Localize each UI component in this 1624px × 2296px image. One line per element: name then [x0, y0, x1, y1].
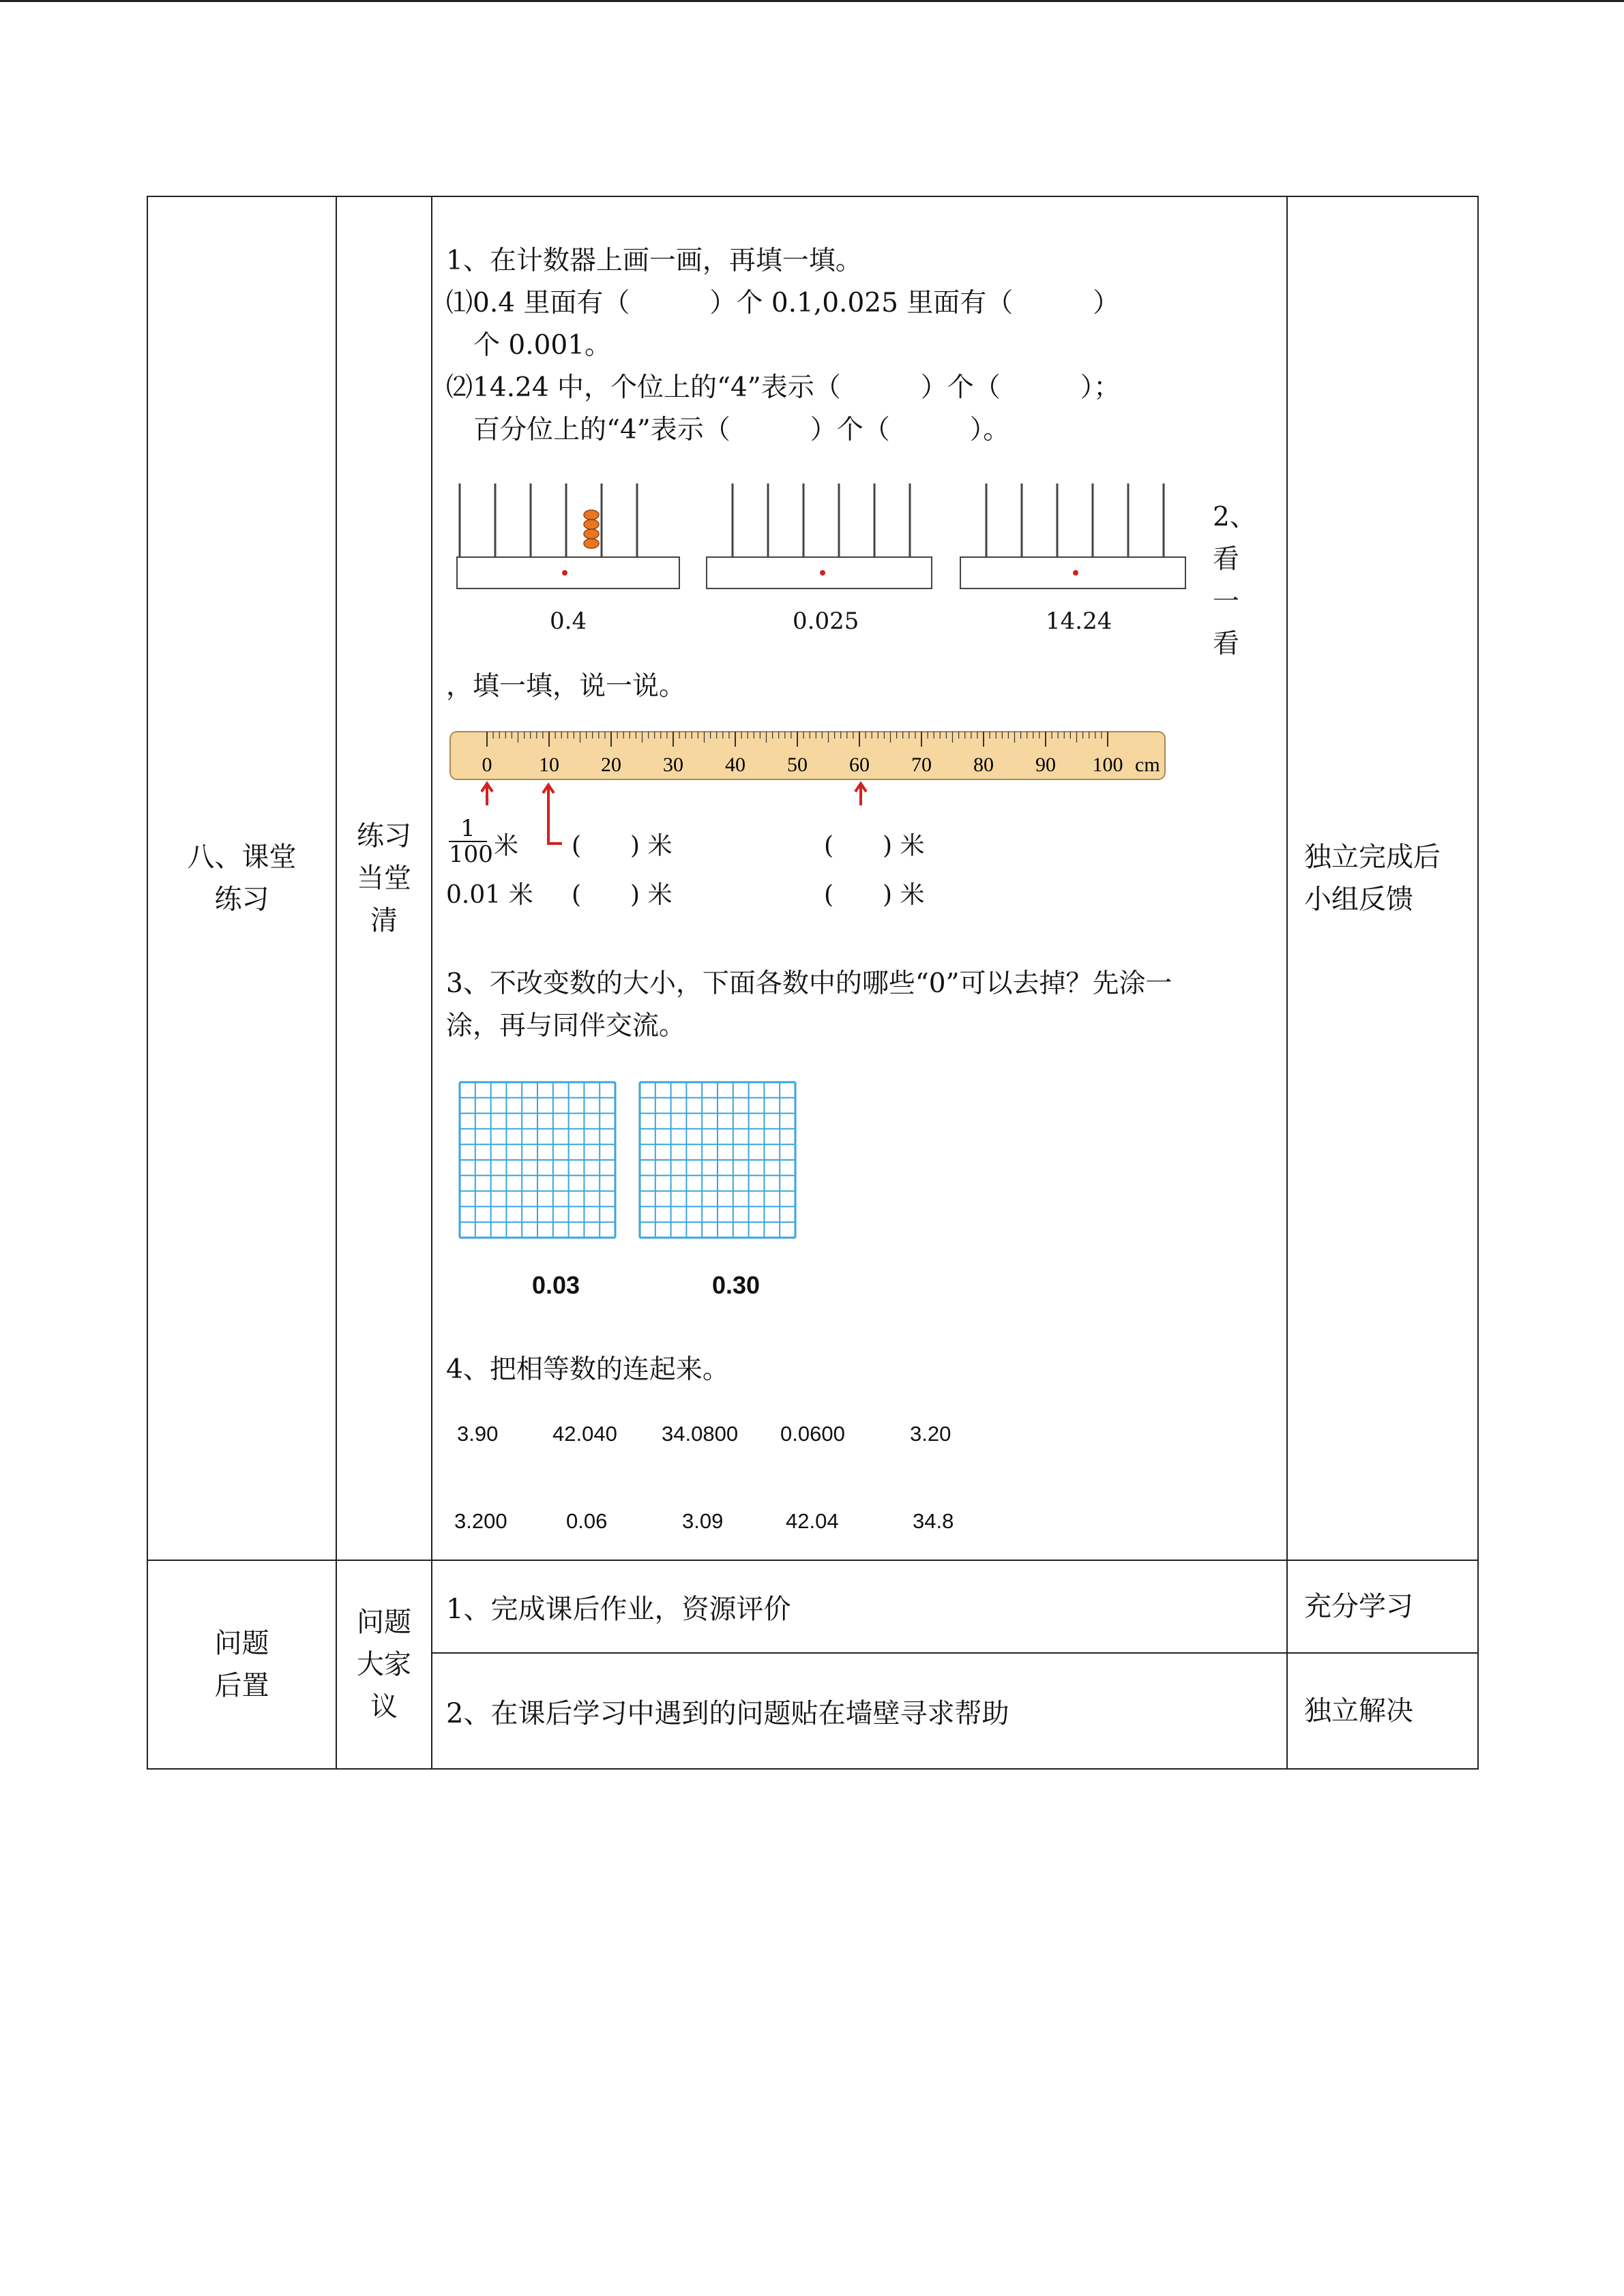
- section-label-cell: [147, 196, 336, 1560]
- problems-label-line1: 问题: [214, 1628, 269, 1659]
- section-note-cell: [1287, 196, 1478, 1560]
- problem-item-1: 1、完成课后作业，资源评价: [432, 1560, 1287, 1653]
- blank-2: ( ) 米: [824, 832, 925, 860]
- q2-side-4: 看: [1213, 629, 1240, 659]
- fraction: [449, 815, 493, 868]
- lesson-table: [147, 196, 1479, 1770]
- problems-sub-cell: [336, 1560, 432, 1769]
- fraction-denominator: 100: [449, 841, 493, 868]
- problem-item-2: 2、在课后学习中遇到的问题贴在墙壁寻求帮助: [432, 1653, 1287, 1769]
- ruler-label: 40: [725, 754, 745, 776]
- abacus-label-1: 0.4: [550, 608, 587, 635]
- ruler-label: 70: [911, 754, 932, 776]
- section-sub-cell: [336, 196, 432, 1560]
- q4-bottom-4: 42.04: [786, 1509, 839, 1533]
- q1-line3: ⑵14.24 中，个位上的“4”表示（ ）个（ ）；: [446, 372, 1121, 403]
- q4-bottom-2: 0.06: [566, 1509, 608, 1533]
- problem-note-1: 充分学习: [1287, 1560, 1478, 1653]
- section-sub-line1: 练习: [357, 820, 411, 852]
- q4-bottom-1: 3.200: [454, 1509, 507, 1533]
- q1-line4: 百分位上的“4”表示（ ）个（ ）。: [473, 415, 1010, 445]
- section-sub-line2: 当堂: [357, 863, 411, 894]
- exercise-content-cell: [432, 196, 1287, 1560]
- problem-note-2: 独立解决: [1287, 1653, 1478, 1769]
- problems-sub-line3: 议: [370, 1691, 398, 1723]
- q1-title: 1、在计数器上画一画，再填一填。: [446, 245, 862, 276]
- q4-bottom-5: 34.8: [913, 1509, 954, 1533]
- hundred-grid-2: [640, 1082, 795, 1238]
- q4-bottom-3: 3.09: [682, 1509, 724, 1533]
- hundred-grids: [432, 1077, 842, 1240]
- ruler-label: 100: [1092, 754, 1123, 776]
- abacus-beads: [584, 510, 599, 548]
- problems-sub-line1: 问题: [357, 1607, 411, 1638]
- ruler-label: 0: [482, 754, 492, 776]
- abacus-2: [707, 483, 932, 588]
- section-note-line1: 独立完成后: [1304, 841, 1441, 873]
- problems-sub-line2: 大家: [357, 1649, 411, 1680]
- blank-3: ( ) 米: [572, 881, 673, 909]
- q4-top-4: 0.0600: [780, 1422, 845, 1446]
- q4-top-3: 34.0800: [662, 1422, 739, 1446]
- abacus-1: [457, 483, 679, 588]
- q1-line1: ⑴0.4 里面有（ ）个 0.1,0.025 里面有（ ）: [446, 288, 1120, 318]
- blank-1: ( ) 米: [572, 832, 673, 860]
- q4-top-2: 42.040: [552, 1422, 617, 1446]
- section-label-line1: 八、课堂: [187, 841, 297, 873]
- abacus-label-3: 14.24: [1046, 608, 1112, 635]
- q3-line1: 3、不改变数的大小，下面各数中的哪些“0”可以去掉？先涂一: [446, 968, 1172, 999]
- q2-side-1: 2、: [1213, 502, 1256, 533]
- ruler-label: 10: [539, 754, 559, 776]
- ruler-figure: [432, 729, 1288, 811]
- blank-4: ( ) 米: [824, 881, 925, 909]
- q3-line2: 涂，再与同伴交流。: [446, 1011, 686, 1041]
- abacus-3: [960, 483, 1185, 588]
- q4-title: 4、把相等数的连起来。: [446, 1354, 729, 1385]
- ruler-label: 60: [849, 754, 870, 776]
- section-sub-line3: 清: [370, 905, 398, 936]
- ruler-label: 20: [601, 754, 621, 776]
- ruler-label: 90: [1035, 754, 1056, 776]
- abacus-label-2: 0.025: [793, 608, 859, 635]
- ruler-label: 80: [973, 754, 994, 776]
- section-label-line2: 练习: [214, 884, 269, 915]
- ruler-label: 50: [787, 754, 808, 776]
- page-top-border: [0, 0, 1624, 2]
- q4-top-5: 3.20: [910, 1422, 951, 1446]
- fraction-unit: 米: [494, 832, 519, 860]
- problems-label-line2: 后置: [214, 1670, 269, 1701]
- problems-label-cell: [147, 1560, 336, 1769]
- ruler-label: 30: [663, 754, 683, 776]
- grid-label-1: 0.03: [532, 1271, 580, 1299]
- decimal-label: 0.01 米: [446, 881, 533, 909]
- q1-line2: 个 0.001。: [473, 330, 612, 361]
- fraction-numerator: 1: [460, 815, 475, 842]
- q4-top-1: 3.90: [457, 1422, 499, 1446]
- hundred-grid-1: [460, 1082, 615, 1238]
- section-note-line2: 小组反馈: [1304, 884, 1413, 915]
- ruler-unit: cm: [1135, 754, 1160, 776]
- q2-continuation: ，填一填，说一说。: [446, 671, 686, 702]
- grid-label-2: 0.30: [712, 1271, 761, 1299]
- q2-side-2: 看: [1213, 544, 1240, 575]
- q2-side-3: 一: [1213, 586, 1240, 617]
